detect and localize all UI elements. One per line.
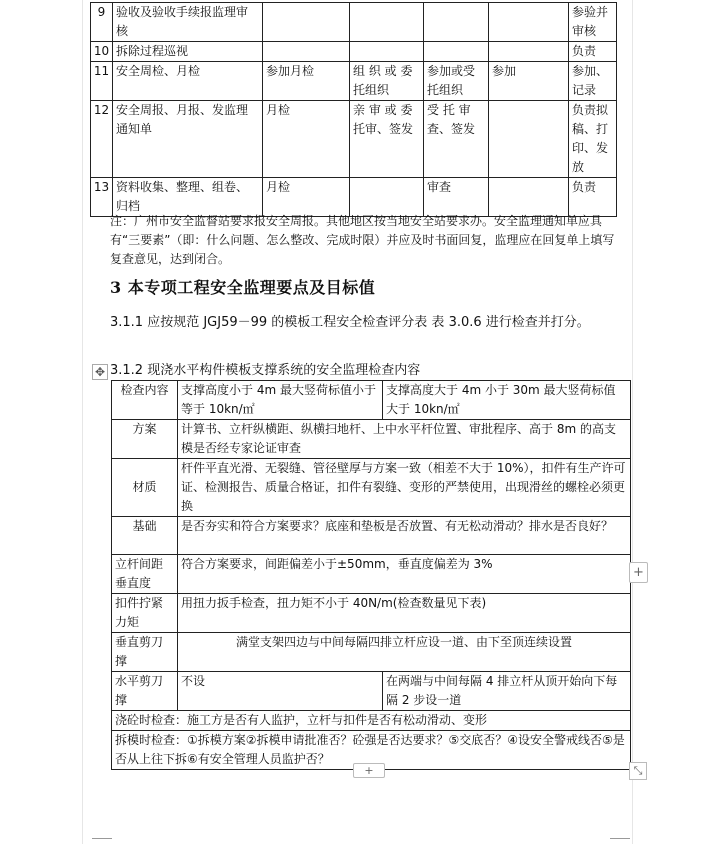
table-cell: 浇砼时检查：施工方是否有人监护，立杆与扣件是否有松动滑动、变形 xyxy=(112,711,631,731)
row-label: 方案 xyxy=(112,420,178,459)
table-cell xyxy=(350,178,424,217)
page-margin-left xyxy=(82,0,83,844)
table-cell: 满堂支架四边与中间每隔四排立杆应设一道、由下至顶连续设置 xyxy=(178,633,631,672)
move-icon[interactable]: ✥ xyxy=(92,364,108,380)
row-number: 10 xyxy=(91,42,113,62)
table-row xyxy=(91,178,617,217)
table-cell xyxy=(424,42,489,62)
table-row xyxy=(91,42,617,62)
table-cell: 月检 xyxy=(263,178,350,217)
row-number: 12 xyxy=(91,101,113,178)
formwork-inspection-table xyxy=(111,380,631,770)
table-row xyxy=(112,633,631,672)
table-row xyxy=(112,711,631,731)
table-cell: 审查 xyxy=(424,178,489,217)
row-number: 9 xyxy=(91,3,113,42)
table-cell: 参加、记录 xyxy=(569,62,617,101)
row-label: 水平剪刀撑 xyxy=(112,672,178,711)
table-cell: 计算书、立杆纵横距、纵横扫地杆、上中水平杆位置、审批程序、高于 8m 的高支模是否经专家论证审查 xyxy=(178,420,631,459)
row-label: 材质 xyxy=(112,459,178,517)
table-cell: 用扭力扳手检查，扭力矩不小于 40N/m(检查数量见下表) xyxy=(178,594,631,633)
table-cell: 资料收集、整理、组卷、归档 xyxy=(113,178,263,217)
table-cell: 在两端与中间每隔 4 排立杆从顶开始向下每隔 2 步设一道 xyxy=(383,672,631,711)
page-margin-right xyxy=(632,0,633,844)
table-row xyxy=(112,594,631,633)
header-cell: 支撑高度大于 4m 小于 30m 最大竖荷标值大于 10kn/㎡ xyxy=(383,381,631,420)
table-cell xyxy=(489,3,569,42)
table-cell: 安全周报、月报、发监理通知单 xyxy=(113,101,263,178)
table-row xyxy=(91,3,617,42)
row-label: 基础 xyxy=(112,517,178,555)
add-row-plus-icon[interactable]: + xyxy=(353,763,385,778)
table-cell: 负责 xyxy=(569,178,617,217)
table-cell: 组 织 或 委托组织 xyxy=(350,62,424,101)
resize-icon[interactable]: ⤡ xyxy=(629,762,647,780)
table-row xyxy=(112,517,631,555)
supervision-duty-table xyxy=(90,2,617,217)
table-cell: 杆件平直光滑、无裂缝、管径壁厚与方案一致（相差不大于 10%），扣件有生产许可证、检测报告、质量合格证，扣件有裂缝、变形的严禁使用，出现滑丝的螺栓必须更换 xyxy=(178,459,631,517)
table-cell: 是否夯实和符合方案要求？底座和垫板是否放置、有无松动滑动？排水是否良好？ xyxy=(178,517,631,555)
header-label: 检查内容 xyxy=(112,381,178,420)
row-number: 11 xyxy=(91,62,113,101)
table-row xyxy=(112,672,631,711)
table-cell: 负责 xyxy=(569,42,617,62)
table-cell: 参加月检 xyxy=(263,62,350,101)
table-row xyxy=(91,62,617,101)
table-note: 注：广州市安全监督站要求报安全周报。其他地区按当地安全站要求办。安全监理通知单应具有“三要素”（即：什么问题、怎么整改、完成时限）并应及时书面回复，监理应在回复单上填写复查意见，达到闭合。 xyxy=(110,214,615,266)
table-cell: 月检 xyxy=(263,101,350,178)
table-cell: 符合方案要求，间距偏差小于±50mm，垂直度偏差为 3% xyxy=(178,555,631,594)
table-cell: 安全周检、月检 xyxy=(113,62,263,101)
header-cell: 支撑高度小于 4m 最大竖荷标值小于等于 10kn/㎡ xyxy=(178,381,383,420)
table-cell xyxy=(489,42,569,62)
table-cell xyxy=(350,3,424,42)
table-row xyxy=(112,420,631,459)
table-cell: 参验并审核 xyxy=(569,3,617,42)
paragraph-3-1-2: 3.1.2 现浇水平构件模板支撑系统的安全监理检查内容 xyxy=(110,363,421,378)
section-heading: 3 本专项工程安全监理要点及目标值 xyxy=(110,278,376,297)
table-cell xyxy=(424,3,489,42)
table-row xyxy=(112,381,631,420)
row-label: 扣件拧紧力矩 xyxy=(112,594,178,633)
table-row xyxy=(112,555,631,594)
table-cell: 亲 审 或 委托审、签发 xyxy=(350,101,424,178)
table-cell: 参加或受托组织 xyxy=(424,62,489,101)
table-cell: 受 托 审查、签发 xyxy=(424,101,489,178)
table-cell: 不设 xyxy=(178,672,383,711)
table-cell xyxy=(350,42,424,62)
table-cell: 验收及验收手续报监理审核 xyxy=(113,3,263,42)
table-cell: 负责拟稿、打印、发放 xyxy=(569,101,617,178)
paragraph-3-1-1: 3.1.1 应按规范 JGJ59－99 的模板工程安全检查评分表 表 3.0.6 进行检查并打分。 xyxy=(110,315,590,330)
table-cell xyxy=(489,101,569,178)
table-cell: 参加 xyxy=(489,62,569,101)
table-cell xyxy=(263,3,350,42)
row-number: 13 xyxy=(91,178,113,217)
row-label: 立杆间距垂直度 xyxy=(112,555,178,594)
add-column-plus-icon[interactable]: + xyxy=(629,562,648,583)
table-row xyxy=(91,101,617,178)
table-cell: 拆模时检查：①拆模方案②拆模申请批准否？砼强是否达要求？⑤交底否？④设安全警戒线否⑤是否从上往下拆⑥有安全管理人员监护否？ xyxy=(112,731,631,770)
table-cell xyxy=(263,42,350,62)
table-cell: 拆除过程巡视 xyxy=(113,42,263,62)
table-cell xyxy=(489,178,569,217)
row-label: 垂直剪刀撑 xyxy=(112,633,178,672)
table-row xyxy=(112,459,631,517)
